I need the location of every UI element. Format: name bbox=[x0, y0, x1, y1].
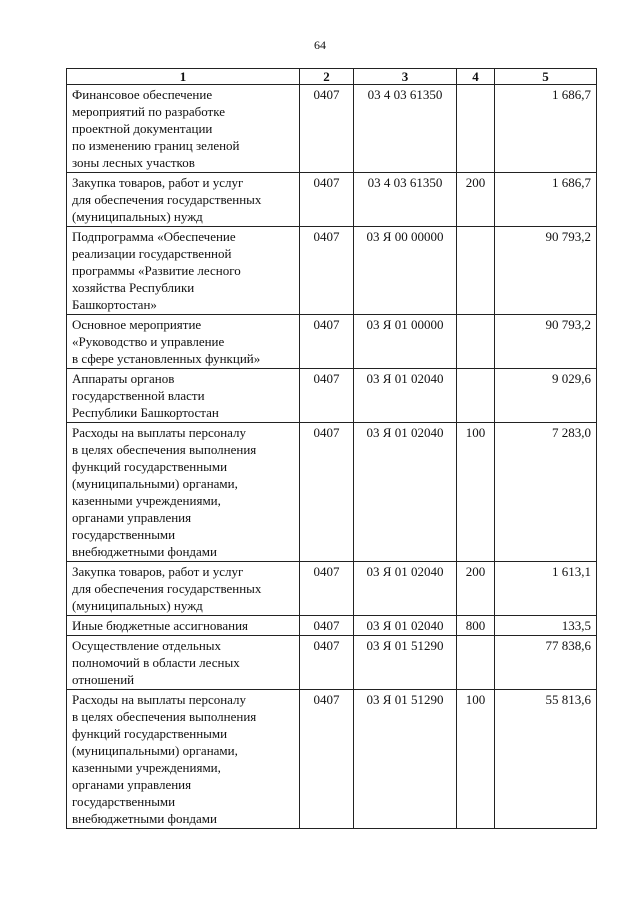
row-name bbox=[67, 369, 300, 423]
page-number: 64 bbox=[314, 38, 326, 52]
row-target-code: 03 Я 01 02040 bbox=[354, 616, 457, 636]
row-name bbox=[67, 616, 300, 636]
row-target-code: 03 Я 00 00000 bbox=[354, 227, 457, 315]
header-col-2: 2 bbox=[300, 69, 354, 85]
row-name-line: Основное мероприятие bbox=[72, 317, 202, 332]
header-col-4: 4 bbox=[457, 69, 495, 85]
header-row bbox=[67, 69, 597, 85]
row-target-code: 03 Я 01 02040 bbox=[354, 562, 457, 616]
row-expense-type bbox=[457, 369, 495, 423]
row-expense-type: 200 bbox=[457, 562, 495, 616]
row-name-line: Республики Башкортостан bbox=[72, 405, 219, 420]
row-section: 0407 bbox=[300, 85, 354, 173]
header-col-1: 1 bbox=[67, 69, 300, 85]
row-name-line: Расходы на выплаты персоналу bbox=[72, 692, 247, 707]
row-name-line: Финансовое обеспечение bbox=[72, 87, 213, 102]
row-expense-type: 200 bbox=[457, 173, 495, 227]
row-name-line: (муниципальных) нужд bbox=[72, 209, 203, 224]
row-expense-type bbox=[457, 85, 495, 173]
row-name bbox=[67, 636, 300, 690]
row-name bbox=[67, 690, 300, 829]
row-target-code: 03 Я 01 00000 bbox=[354, 315, 457, 369]
row-name-line: Подпрограмма «Обеспечение bbox=[72, 229, 236, 244]
row-name-line: Иные бюджетные ассигнования bbox=[72, 618, 249, 633]
row-name-line: внебюджетными фондами bbox=[72, 544, 217, 559]
header-col-3: 3 bbox=[354, 69, 457, 85]
row-amount: 1 613,1 bbox=[495, 562, 597, 616]
row-name-line: для обеспечения государственных bbox=[72, 192, 262, 207]
row-name bbox=[67, 227, 300, 315]
table-row bbox=[67, 690, 597, 829]
row-name-line: (муниципальных) нужд bbox=[72, 598, 203, 613]
row-name bbox=[67, 85, 300, 173]
row-name-line: Аппараты органов bbox=[72, 371, 175, 386]
row-name-line: (муниципальными) органами, bbox=[72, 476, 238, 491]
row-section: 0407 bbox=[300, 636, 354, 690]
table-body bbox=[67, 85, 597, 829]
row-name-line: в целях обеспечения выполнения bbox=[72, 442, 257, 457]
row-expense-type: 800 bbox=[457, 616, 495, 636]
row-target-code: 03 Я 01 51290 bbox=[354, 636, 457, 690]
table-row bbox=[67, 173, 597, 227]
row-target-code: 03 Я 01 02040 bbox=[354, 369, 457, 423]
row-name-line: органами управления bbox=[72, 510, 192, 525]
row-expense-type: 100 bbox=[457, 423, 495, 562]
header-col-5: 5 bbox=[495, 69, 597, 85]
row-target-code: 03 Я 01 51290 bbox=[354, 690, 457, 829]
row-expense-type: 100 bbox=[457, 690, 495, 829]
row-target-code: 03 4 03 61350 bbox=[354, 85, 457, 173]
row-name-line: государственными bbox=[72, 527, 176, 542]
row-name-line: в сфере установленных функций» bbox=[72, 351, 261, 366]
row-name-line: мероприятий по разработке bbox=[72, 104, 226, 119]
table-row bbox=[67, 85, 597, 173]
table-row bbox=[67, 636, 597, 690]
row-name-line: зоны лесных участков bbox=[72, 155, 195, 170]
row-amount: 90 793,2 bbox=[495, 315, 597, 369]
row-name bbox=[67, 562, 300, 616]
row-name-line: Закупка товаров, работ и услуг bbox=[72, 175, 244, 190]
row-name-line: государственной власти bbox=[72, 388, 205, 403]
row-amount: 1 686,7 bbox=[495, 85, 597, 173]
row-amount: 90 793,2 bbox=[495, 227, 597, 315]
row-amount: 1 686,7 bbox=[495, 173, 597, 227]
row-name-line: в целях обеспечения выполнения bbox=[72, 709, 257, 724]
row-name-line: «Руководство и управление bbox=[72, 334, 225, 349]
row-name-line: казенными учреждениями, bbox=[72, 760, 221, 775]
row-name-line: Расходы на выплаты персоналу bbox=[72, 425, 247, 440]
row-name-line: государственными bbox=[72, 794, 176, 809]
table-row bbox=[67, 315, 597, 369]
row-name bbox=[67, 315, 300, 369]
row-expense-type bbox=[457, 227, 495, 315]
table-row bbox=[67, 616, 597, 636]
row-section: 0407 bbox=[300, 227, 354, 315]
table-row bbox=[67, 369, 597, 423]
row-name-line: проектной документации bbox=[72, 121, 213, 136]
row-name-line: полномочий в области лесных bbox=[72, 655, 240, 670]
row-target-code: 03 4 03 61350 bbox=[354, 173, 457, 227]
row-target-code: 03 Я 01 02040 bbox=[354, 423, 457, 562]
row-amount: 133,5 bbox=[495, 616, 597, 636]
row-name-line: (муниципальными) органами, bbox=[72, 743, 238, 758]
row-name bbox=[67, 423, 300, 562]
row-name-line: функций государственными bbox=[72, 726, 228, 741]
row-name-line: Осуществление отдельных bbox=[72, 638, 222, 653]
row-expense-type bbox=[457, 315, 495, 369]
row-name-line: по изменению границ зеленой bbox=[72, 138, 240, 153]
row-section: 0407 bbox=[300, 315, 354, 369]
table-row bbox=[67, 423, 597, 562]
row-name bbox=[67, 173, 300, 227]
row-section: 0407 bbox=[300, 173, 354, 227]
row-name-line: Закупка товаров, работ и услуг bbox=[72, 564, 244, 579]
row-name-line: для обеспечения государственных bbox=[72, 581, 262, 596]
row-name-line: отношений bbox=[72, 672, 135, 687]
row-name-line: функций государственными bbox=[72, 459, 228, 474]
budget-table bbox=[66, 68, 597, 829]
row-name-line: хозяйства Республики bbox=[72, 280, 195, 295]
row-section: 0407 bbox=[300, 423, 354, 562]
row-section: 0407 bbox=[300, 616, 354, 636]
row-amount: 77 838,6 bbox=[495, 636, 597, 690]
row-amount: 9 029,6 bbox=[495, 369, 597, 423]
row-name-line: программы «Развитие лесного bbox=[72, 263, 241, 278]
row-amount: 7 283,0 bbox=[495, 423, 597, 562]
table-row bbox=[67, 227, 597, 315]
row-name-line: внебюджетными фондами bbox=[72, 811, 217, 826]
row-expense-type bbox=[457, 636, 495, 690]
row-name-line: реализации государственной bbox=[72, 246, 232, 261]
row-section: 0407 bbox=[300, 562, 354, 616]
row-name-line: Башкортостан» bbox=[72, 297, 157, 312]
row-name-line: органами управления bbox=[72, 777, 192, 792]
row-section: 0407 bbox=[300, 690, 354, 829]
table-row bbox=[67, 562, 597, 616]
row-amount: 55 813,6 bbox=[495, 690, 597, 829]
row-section: 0407 bbox=[300, 369, 354, 423]
row-name-line: казенными учреждениями, bbox=[72, 493, 221, 508]
